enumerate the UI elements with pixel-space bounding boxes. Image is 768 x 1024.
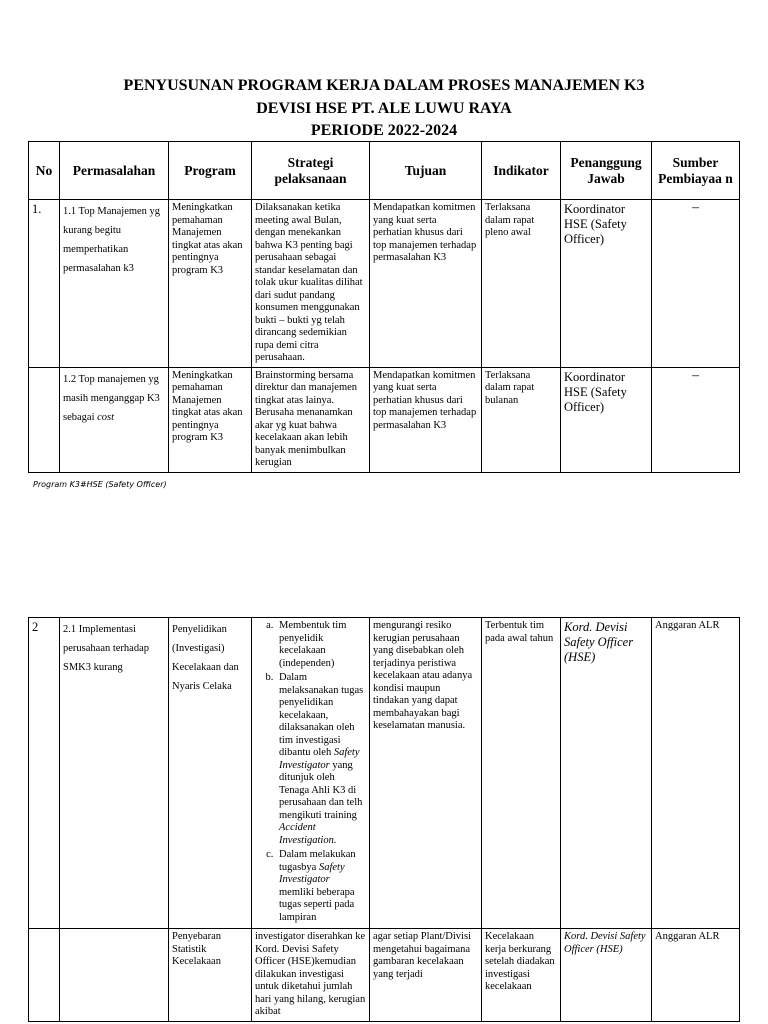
list-item-italic: Safety Investigator bbox=[279, 861, 345, 885]
cell-sumber: – bbox=[652, 200, 740, 368]
cell-indikator: Terlaksana dalam rapat pleno awal bbox=[482, 200, 561, 368]
program-table-2 bbox=[28, 617, 740, 1022]
col-header-permasalahan: Permasalahan bbox=[60, 142, 169, 200]
cell-no bbox=[29, 367, 60, 472]
col-header-penanggung-jawab: Penanggung Jawab bbox=[561, 142, 652, 200]
cell-tujuan: agar setiap Plant/Divisi mengetahui bagaimana gambaran kecelakaan yang terjadi bbox=[370, 929, 482, 1022]
col-header-sumber-pembiayaan: Sumber Pembiayaa n bbox=[652, 142, 740, 200]
document-title: PENYUSUNAN PROGRAM KERJA DALAM PROSES MANAJEMEN K3 bbox=[123, 77, 645, 94]
cell-no: 1. bbox=[29, 200, 60, 368]
list-item bbox=[276, 849, 366, 924]
cell-permasalahan: 1.1 Top Manajemen yg kurang begitu memperhatikan permasalahan k3 bbox=[60, 200, 169, 368]
program-table-1 bbox=[28, 141, 740, 473]
cell-tujuan: Mendapatkan komitmen yang kuat serta perhatian khusus dari top manajemen terhadap permasalahan K3 bbox=[370, 367, 482, 472]
cell-indikator: Terbentuk tim pada awal tahun bbox=[482, 618, 561, 929]
cell-strategi bbox=[252, 618, 370, 929]
cell-penanggung-jawab: Koordinator HSE (Safety Officer) bbox=[561, 367, 652, 472]
cell-penanggung-jawab: Kord. Devisi Safety Officer (HSE) bbox=[561, 929, 652, 1022]
cell-no bbox=[29, 929, 60, 1022]
cell-permasalahan-text: 1.2 Top manajemen yg masih menganggap K3 sebagai bbox=[63, 373, 160, 423]
cell-indikator: Terlaksana dalam rapat bulanan bbox=[482, 367, 561, 472]
col-header-no: No bbox=[29, 142, 60, 200]
col-header-tujuan: Tujuan bbox=[370, 142, 482, 200]
table-header-row bbox=[29, 142, 740, 200]
document-period: PERIODE 2022-2024 bbox=[310, 122, 458, 139]
list-item bbox=[276, 672, 366, 847]
strategi-list bbox=[255, 620, 366, 924]
cell-sumber: – bbox=[652, 367, 740, 472]
list-item-text: Dalam melaksanakan tugas penyelidikan kecelakaan, dilaksanakan oleh tim investigasi dibantu oleh bbox=[279, 672, 364, 758]
cell-program: Penyebaran Statistik Kecelakaan bbox=[169, 929, 252, 1022]
cell-penanggung-jawab: Kord. Devisi Safety Officer (HSE) bbox=[561, 618, 652, 929]
cell-strategi: Dilaksanakan ketika meeting awal Bulan, dengan menekankan bahwa K3 penting bagi perusahaan sebagai standar keselamatan dan tolak ukur kualitas dilihat dari sudut pandang konsumen menggunakan bukti – bukti yg telah dirancang sedemikian rupa demi citra perusahaan. bbox=[252, 200, 370, 368]
list-item-text: Dalam melakukan tugasbya bbox=[279, 849, 356, 873]
table-row bbox=[29, 929, 740, 1022]
cell-permasalahan bbox=[60, 367, 169, 472]
list-item-italic: Safety Investigator bbox=[279, 747, 360, 771]
list-item-italic: Accident Investigation. bbox=[279, 822, 337, 846]
col-header-program: Program bbox=[169, 142, 252, 200]
list-item-text: yang ditunjuk oleh Tenaga Ahli K3 di perusahaan dan telh mengikuti training bbox=[279, 759, 363, 821]
cell-program: Meningkatkan pemahaman Manajemen tingkat atas akan pentingnya program K3 bbox=[169, 367, 252, 472]
cell-program: Penyelidikan (Investigasi) Kecelakaan dan Nyaris Celaka bbox=[169, 618, 252, 929]
col-header-strategi: Strategi pelaksanaan bbox=[252, 142, 370, 200]
cell-strategi: Brainstorming bersama direktur dan manajemen tingkat atas lainya. Berusaha menanamkan akar yg kuat bahwa kecelakaan akan lebih banyak menimbulkan kerugian bbox=[252, 367, 370, 472]
col-header-indikator: Indikator bbox=[482, 142, 561, 200]
cell-permasalahan bbox=[60, 929, 169, 1022]
cell-no: 2 bbox=[29, 618, 60, 929]
list-item: a. Membentuk tim penyelidik kecelakaan (independen) bbox=[276, 620, 366, 670]
cell-tujuan: Mendapatkan komitmen yang kuat serta perhatian khusus dari top manajemen terhadap permasalahan K3 bbox=[370, 200, 482, 368]
list-item-text: memliki beberapa tugas seperti pada lampiran bbox=[279, 886, 355, 923]
cell-indikator: Kecelakaan kerja berkurang setelah diadakan investigasi kecelakaan bbox=[482, 929, 561, 1022]
cell-permasalahan: 2.1 Implementasi perusahaan terhadap SMK3 kurang bbox=[60, 618, 169, 929]
cell-penanggung-jawab: Koordinator HSE (Safety Officer) bbox=[561, 200, 652, 368]
cell-program: Meningkatkan pemahaman Manajemen tingkat atas akan pentingnya program K3 bbox=[169, 200, 252, 368]
table-caption: Program K3#HSE (Safety Officer) bbox=[33, 480, 167, 489]
table-row bbox=[29, 367, 740, 472]
cell-sumber: Anggaran ALR bbox=[652, 929, 740, 1022]
cell-sumber: Anggaran ALR bbox=[652, 618, 740, 929]
cell-strategi: investigator diserahkan ke Kord. Devisi Safety Officer (HSE)kemudian dilakukan investigasi untuk diketahui jumlah hari yang hilang, kerugian akibat bbox=[252, 929, 370, 1022]
cell-tujuan: mengurangi resiko kerugian perusahaan yang disebabkan oleh terjadinya peristiwa kecelakaan atau adanya kondisi maupun tindakan yang dapat membahayakan bagi keselamatan manusia. bbox=[370, 618, 482, 929]
table-row bbox=[29, 200, 740, 368]
cell-permasalahan-italic: cost bbox=[97, 411, 115, 423]
table-row bbox=[29, 618, 740, 929]
document-subtitle: DEVISI HSE PT. ALE LUWU RAYA bbox=[256, 100, 512, 117]
